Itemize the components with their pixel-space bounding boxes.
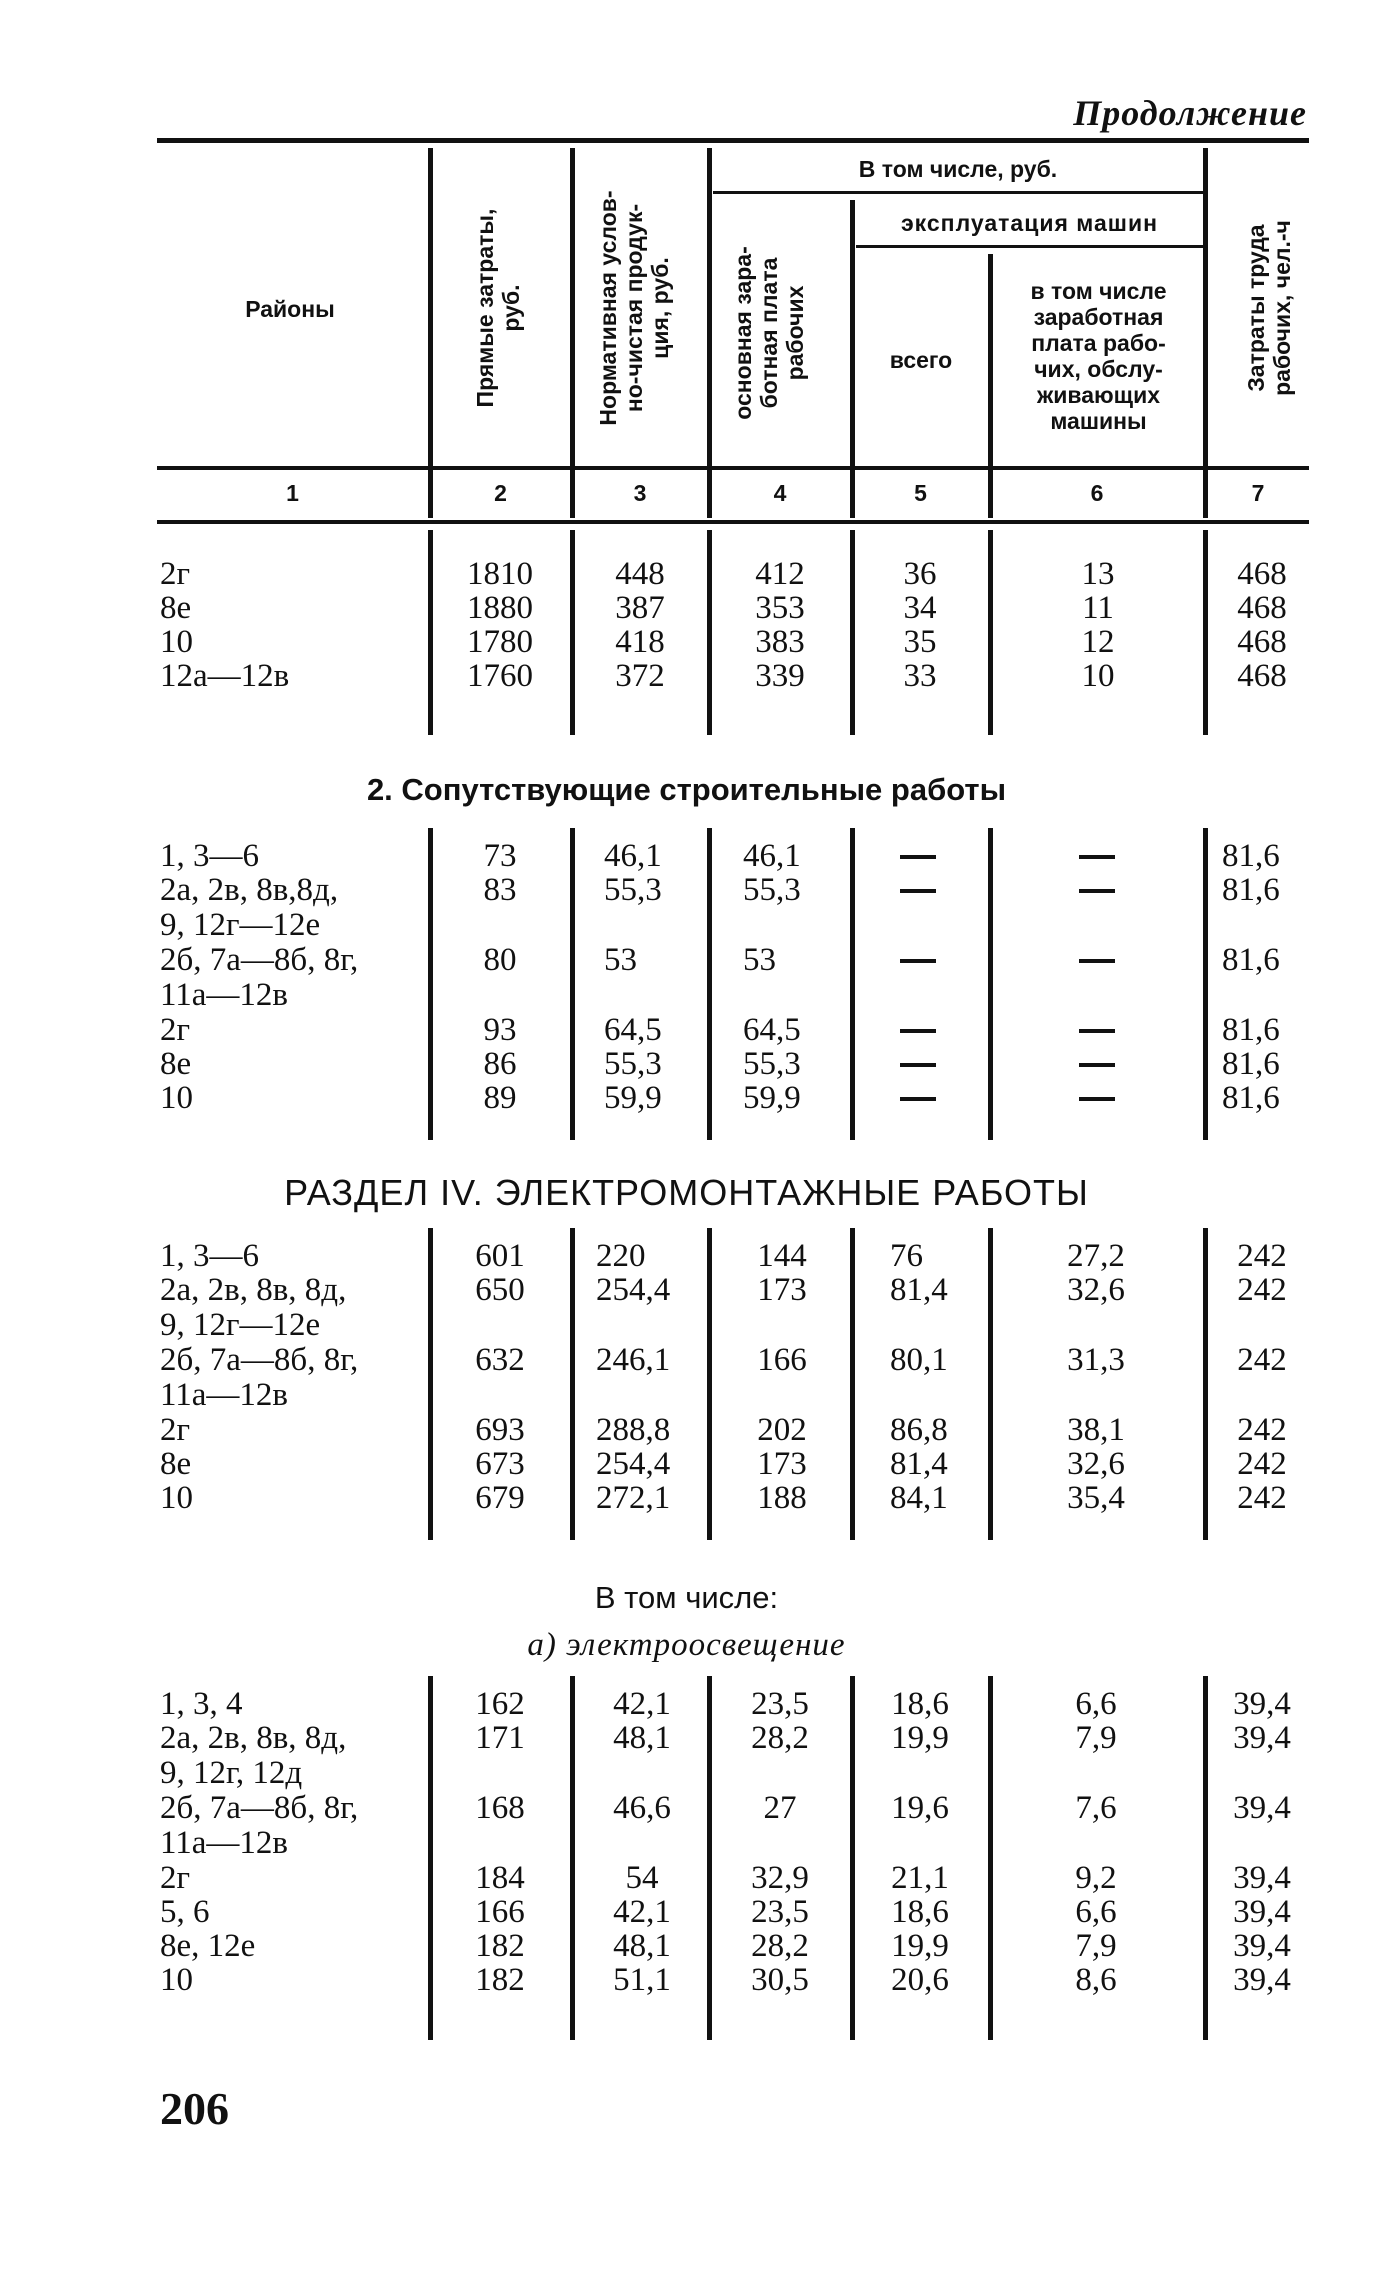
- table-cell-col5: 81,4: [890, 1446, 948, 1482]
- row-district-label: 12а—12в: [160, 658, 290, 694]
- section3-vline-5: [988, 1228, 993, 1540]
- table-cell-col6: 6,6: [1075, 1686, 1117, 1722]
- section2-vline-1: [428, 828, 433, 1140]
- section1-vline-2: [570, 530, 575, 735]
- table-cell-col2: 650: [475, 1272, 525, 1308]
- table-cell-col7: 81,6: [1222, 1012, 1280, 1048]
- table-cell-col5: 18,6: [891, 1894, 949, 1930]
- section3-title: РАЗДЕЛ IV. ЭЛЕКТРОМОНТАЖНЫЕ РАБОТЫ: [284, 1172, 1089, 1213]
- table-cell-col2: 182: [475, 1928, 525, 1964]
- empty-value-dash: [900, 889, 936, 893]
- hdr-vline-4: [850, 200, 855, 518]
- table-cell-col6: 6,6: [1075, 1894, 1117, 1930]
- section4-vline-5: [988, 1676, 993, 2040]
- row-district-label: 10: [160, 1962, 193, 1998]
- row-district-label: 2г: [160, 556, 191, 592]
- empty-value-dash: [1079, 1063, 1115, 1067]
- table-cell-col5: 34: [903, 590, 937, 626]
- table-cell-col6: 38,1: [1067, 1412, 1125, 1448]
- hdr-vline-2: [570, 148, 575, 518]
- table-cell-col7: 242: [1237, 1272, 1287, 1308]
- row-district-label: 8е: [160, 1446, 192, 1482]
- empty-value-dash: [900, 1097, 936, 1101]
- table-cell-col4: 383: [755, 624, 805, 660]
- table-cell-col4: 27: [763, 1790, 797, 1826]
- table-cell-col4: 64,5: [743, 1012, 801, 1048]
- table-cell-col4: 339: [755, 658, 805, 694]
- table-cell-col2: 182: [475, 1962, 525, 1998]
- colnum-6: 6: [1090, 480, 1104, 506]
- table-cell-col7: 39,4: [1233, 1962, 1291, 1998]
- table-cell-col7: 39,4: [1233, 1928, 1291, 1964]
- table-cell-col7: 39,4: [1233, 1720, 1291, 1756]
- table-cell-col6: 10: [1081, 658, 1115, 694]
- row-district-label: 2а, 2в, 8в, 8д,: [160, 1720, 347, 1756]
- table-cell-col7: 468: [1237, 658, 1287, 694]
- table-cell-col4: 28,2: [751, 1928, 809, 1964]
- table-cell-col2: 166: [475, 1894, 525, 1930]
- table-cell-col5: 21,1: [891, 1860, 949, 1896]
- section2-vline-6: [1203, 828, 1208, 1140]
- table-cell-col6: 31,3: [1067, 1342, 1125, 1378]
- table-cell-col7: 81,6: [1222, 1046, 1280, 1082]
- table-cell-col2: 1760: [467, 658, 533, 694]
- section4-subtitle: а) электроосвещение: [527, 1627, 846, 1663]
- table-cell-col4: 173: [757, 1446, 807, 1482]
- table-cell-col7: 242: [1237, 1238, 1287, 1274]
- col-direct-costs-header: Прямые затраты, руб.: [472, 208, 524, 408]
- table-cell-col7: 81,6: [1222, 838, 1280, 874]
- hdr-vline-6: [1203, 148, 1208, 518]
- table-cell-col6: 35,4: [1067, 1480, 1125, 1516]
- section4-vline-3: [707, 1676, 712, 2040]
- table-cell-col6: 9,2: [1075, 1860, 1117, 1896]
- page-number: 206: [160, 2083, 229, 2134]
- empty-value-dash: [900, 1063, 936, 1067]
- table-cell-col5: 33: [903, 658, 937, 694]
- table-cell-col3: 46,1: [604, 838, 662, 874]
- row-district-label-continued: 9, 12г—12е: [160, 1307, 321, 1343]
- table-cell-col3: 55,3: [604, 1046, 662, 1082]
- table-cell-col3: 220: [596, 1238, 646, 1274]
- table-cell-col4: 166: [757, 1342, 807, 1378]
- table-cell-col3: 59,9: [604, 1080, 662, 1116]
- table-cell-col3: 288,8: [596, 1412, 671, 1448]
- table-cell-col5: 18,6: [891, 1686, 949, 1722]
- section2-vline-5: [988, 828, 993, 1140]
- table-cell-col7: 242: [1237, 1412, 1287, 1448]
- row-district-label-continued: 11а—12в: [160, 1377, 289, 1413]
- table-cell-col2: 673: [475, 1446, 525, 1482]
- row-district-label: 2б, 7а—8б, 8г,: [160, 1342, 359, 1378]
- table-cell-col4: 32,9: [751, 1860, 809, 1896]
- table-cell-col7: 468: [1237, 556, 1287, 592]
- table-cell-col7: 81,6: [1222, 1080, 1280, 1116]
- table-cell-col6: 13: [1081, 556, 1115, 592]
- header-bottom-rule: [157, 466, 1309, 470]
- machines-rule: [856, 245, 1203, 248]
- table-cell-col5: 84,1: [890, 1480, 948, 1516]
- table-cell-col2: 86: [483, 1046, 517, 1082]
- empty-value-dash: [1079, 855, 1115, 859]
- table-cell-col4: 55,3: [743, 1046, 801, 1082]
- table-cell-col4: 202: [757, 1412, 807, 1448]
- table-cell-col4: 53: [743, 942, 776, 978]
- table-cell-col2: 80: [483, 942, 517, 978]
- table-cell-col3: 246,1: [596, 1342, 671, 1378]
- section2-title: 2. Сопутствующие строительные работы: [366, 772, 1007, 807]
- table-cell-col4: 55,3: [743, 872, 801, 908]
- colnum-5: 5: [914, 480, 927, 506]
- table-cell-col2: 1810: [467, 556, 533, 592]
- table-cell-col5: 36: [903, 556, 937, 592]
- table-cell-col5: 76: [890, 1238, 923, 1274]
- col-wage-header: основная зара- ботная плата рабочих: [730, 246, 808, 420]
- row-district-label-continued: 11а—12в: [160, 1825, 289, 1861]
- table-cell-col3: 254,4: [596, 1446, 671, 1482]
- table-cell-col3: 254,4: [596, 1272, 671, 1308]
- section1-vline-1: [428, 530, 433, 735]
- table-cell-col4: 59,9: [743, 1080, 801, 1116]
- table-cell-col7: 242: [1237, 1342, 1287, 1378]
- table-cell-col3: 51,1: [613, 1962, 671, 1998]
- table-cell-col3: 272,1: [596, 1480, 671, 1516]
- col-labor-header: Затраты труда рабочих, чел.-ч: [1243, 220, 1295, 396]
- table-cell-col7: 39,4: [1233, 1790, 1291, 1826]
- table-cell-col2: 83: [483, 872, 517, 908]
- empty-value-dash: [1079, 1097, 1115, 1101]
- table-cell-col3: 48,1: [613, 1928, 671, 1964]
- table-cell-col5: 20,6: [891, 1962, 949, 1998]
- table-cell-col5: 81,4: [890, 1272, 948, 1308]
- row-district-label-continued: 9, 12г—12е: [160, 907, 321, 943]
- table-cell-col6: 11: [1082, 590, 1114, 626]
- section2-vline-3: [707, 828, 712, 1140]
- table-cell-col3: 53: [604, 942, 637, 978]
- table-cell-col2: 93: [483, 1012, 517, 1048]
- table-cell-col2: 1880: [467, 590, 533, 626]
- row-district-label: 10: [160, 1480, 193, 1516]
- table-cell-col2: 1780: [467, 624, 533, 660]
- table-cell-col3: 372: [615, 658, 665, 694]
- col-total-header: всего: [889, 347, 953, 373]
- table-cell-col5: 86,8: [890, 1412, 948, 1448]
- table-cell-col6: 7,9: [1075, 1720, 1117, 1756]
- section3-vline-1: [428, 1228, 433, 1540]
- section1-vline-5: [988, 530, 993, 735]
- empty-value-dash: [1079, 959, 1115, 963]
- table-cell-col5: 19,6: [891, 1790, 949, 1826]
- section2-vline-4: [850, 828, 855, 1140]
- empty-value-dash: [1079, 1029, 1115, 1033]
- row-district-label-continued: 9, 12г, 12д: [160, 1755, 303, 1791]
- colnum-2: 2: [494, 480, 507, 506]
- table-cell-col7: 242: [1237, 1480, 1287, 1516]
- row-district-label: 2г: [160, 1012, 191, 1048]
- row-district-label: 8е: [160, 1046, 192, 1082]
- table-cell-col4: 23,5: [751, 1686, 809, 1722]
- table-cell-col2: 73: [483, 838, 517, 874]
- empty-value-dash: [900, 959, 936, 963]
- row-district-label: 2б, 7а—8б, 8г,: [160, 1790, 359, 1826]
- colnum-1: 1: [286, 480, 299, 506]
- row-district-label: 1, 3—6: [160, 838, 259, 874]
- table-cell-col4: 188: [757, 1480, 807, 1516]
- section3-vline-4: [850, 1228, 855, 1540]
- table-cell-col7: 39,4: [1233, 1860, 1291, 1896]
- row-district-label: 8е, 12е: [160, 1928, 256, 1964]
- section3-vline-2: [570, 1228, 575, 1540]
- table-cell-col3: 387: [615, 590, 665, 626]
- row-district-label-continued: 11а—12в: [160, 977, 289, 1013]
- table-cell-col6: 27,2: [1067, 1238, 1125, 1274]
- table-cell-col3: 42,1: [613, 1894, 671, 1930]
- hdr-vline-3: [707, 148, 712, 518]
- table-top-rule: [157, 138, 1309, 143]
- row-district-label: 2г: [160, 1860, 191, 1896]
- empty-value-dash: [1079, 889, 1115, 893]
- table-cell-col3: 55,3: [604, 872, 662, 908]
- colnum-4: 4: [773, 480, 787, 506]
- table-cell-col2: 184: [475, 1860, 525, 1896]
- table-cell-col7: 81,6: [1222, 872, 1280, 908]
- table-cell-col2: 632: [475, 1342, 525, 1378]
- table-cell-col5: 19,9: [891, 1928, 949, 1964]
- table-cell-col7: 39,4: [1233, 1894, 1291, 1930]
- table-cell-col4: 23,5: [751, 1894, 809, 1930]
- empty-value-dash: [900, 1029, 936, 1033]
- table-cell-col7: 468: [1237, 624, 1287, 660]
- table-cell-col5: 80,1: [890, 1342, 948, 1378]
- row-district-label: 5, 6: [160, 1894, 210, 1930]
- col-districts-header: Районы: [245, 296, 335, 322]
- empty-value-dash: [900, 855, 936, 859]
- row-district-label: 2б, 7а—8б, 8г,: [160, 942, 359, 978]
- table-cell-col6: 7,6: [1075, 1790, 1117, 1826]
- section4-vline-1: [428, 1676, 433, 2040]
- table-cell-col5: 35: [903, 624, 937, 660]
- table-cell-col7: 242: [1237, 1446, 1287, 1482]
- table-cell-col7: 468: [1237, 590, 1287, 626]
- row-district-label: 2а, 2в, 8в,8д,: [160, 872, 339, 908]
- colnum-7: 7: [1251, 480, 1265, 506]
- table-cell-col2: 171: [475, 1720, 525, 1756]
- section3-vline-3: [707, 1228, 712, 1540]
- table-cell-col3: 42,1: [613, 1686, 671, 1722]
- table-cell-col4: 412: [755, 556, 805, 592]
- table-cell-col2: 693: [475, 1412, 525, 1448]
- table-cell-col3: 418: [615, 624, 665, 660]
- table-cell-col6: 12: [1081, 624, 1115, 660]
- section4-title: В том числе:: [594, 1580, 779, 1615]
- row-district-label: 1, 3, 4: [160, 1686, 243, 1722]
- table-cell-col7: 81,6: [1222, 942, 1280, 978]
- table-cell-col3: 448: [615, 556, 665, 592]
- table-cell-col3: 48,1: [613, 1720, 671, 1756]
- table-cell-col2: 162: [475, 1686, 525, 1722]
- row-district-label: 1, 3—6: [160, 1238, 259, 1274]
- colnum-3: 3: [633, 480, 647, 506]
- table-cell-col2: 679: [475, 1480, 525, 1516]
- table-cell-col4: 173: [757, 1272, 807, 1308]
- continuation-label: Продолжение: [1073, 93, 1307, 133]
- col-product-header: Нормативная услов- но-чистая продук- ция, руб.: [595, 190, 673, 426]
- table-cell-col3: 46,6: [613, 1790, 671, 1826]
- table-cell-col6: 7,9: [1075, 1928, 1117, 1964]
- machines-header: эксплуатация машин: [900, 210, 1159, 236]
- section1-vline-3: [707, 530, 712, 735]
- table-cell-col6: 32,6: [1067, 1272, 1125, 1308]
- hdr-vline-5: [988, 254, 993, 518]
- hdr-vline-1: [428, 148, 433, 518]
- row-district-label: 10: [160, 624, 193, 660]
- table-cell-col2: 168: [475, 1790, 525, 1826]
- table-cell-col5: 19,9: [891, 1720, 949, 1756]
- table-cell-col4: 46,1: [743, 838, 801, 874]
- table-cell-col2: 89: [483, 1080, 517, 1116]
- row-district-label: 2г: [160, 1412, 191, 1448]
- in-total-rule: [713, 191, 1203, 194]
- table-cell-col4: 30,5: [751, 1962, 809, 1998]
- colnum-bottom-rule: [157, 520, 1309, 524]
- section1-vline-4: [850, 530, 855, 735]
- col-machine-wage-header: в том числе заработная плата рабо- чих, обслу- живающих машины: [1030, 278, 1167, 434]
- row-district-label: 8е: [160, 590, 192, 626]
- table-cell-col6: 32,6: [1067, 1446, 1125, 1482]
- table-cell-col3: 54: [625, 1860, 659, 1896]
- table-cell-col2: 601: [475, 1238, 525, 1274]
- table-cell-col4: 144: [757, 1238, 807, 1274]
- table-cell-col4: 28,2: [751, 1720, 809, 1756]
- row-district-label: 2а, 2в, 8в, 8д,: [160, 1272, 347, 1308]
- table-cell-col4: 353: [755, 590, 805, 626]
- table-cell-col3: 64,5: [604, 1012, 662, 1048]
- section4-vline-4: [850, 1676, 855, 2040]
- section4-vline-2: [570, 1676, 575, 2040]
- section2-vline-2: [570, 828, 575, 1140]
- row-district-label: 10: [160, 1080, 193, 1116]
- table-cell-col6: 8,6: [1075, 1962, 1117, 1998]
- in-total-header: В том числе, руб.: [858, 156, 1058, 182]
- table-cell-col7: 39,4: [1233, 1686, 1291, 1722]
